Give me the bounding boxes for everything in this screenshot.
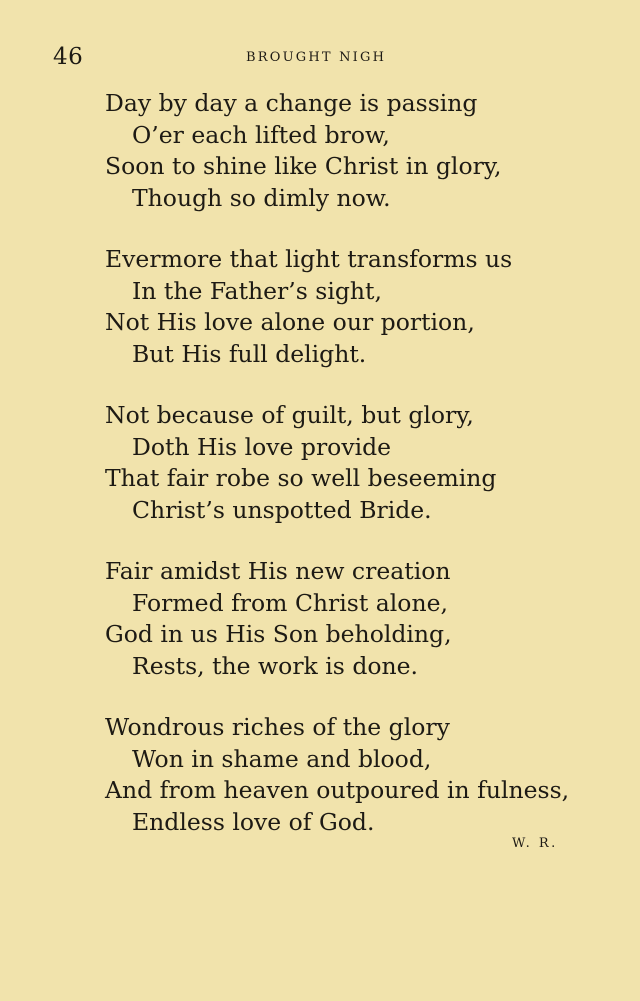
poem-line: O’er each lifted brow, bbox=[132, 120, 390, 149]
poem-line: Wondrous riches of the glory bbox=[105, 713, 450, 741]
page-number: 46 bbox=[53, 44, 84, 70]
poem-line: Endless love of God. bbox=[132, 807, 375, 836]
poem-line: Doth His love provide bbox=[132, 432, 392, 461]
poem-line: Christ’s unspotted Bride. bbox=[132, 495, 432, 524]
poem-line: But His full delight. bbox=[132, 339, 367, 368]
author-initials: W. R. bbox=[512, 836, 558, 851]
stanza bbox=[105, 556, 625, 682]
poem-line: Soon to shine like Christ in glory, bbox=[105, 152, 502, 180]
stanza bbox=[105, 88, 625, 214]
poem-line: Formed from Christ alone, bbox=[132, 588, 448, 617]
poem-line: Fair amidst His new creation bbox=[105, 557, 451, 585]
poem-line: Not because of guilt, but glory, bbox=[105, 401, 474, 429]
poem-line: In the Father’s sight, bbox=[132, 276, 382, 305]
poem-line: Day by day a change is passing bbox=[105, 89, 478, 117]
poem-line: That fair robe so well beseeming bbox=[105, 464, 497, 492]
poem-line: God in us His Son beholding, bbox=[105, 620, 452, 648]
poem-line: And from heaven outpoured in fulness, bbox=[105, 776, 570, 804]
poem bbox=[105, 88, 625, 868]
poem-line: Won in shame and blood, bbox=[132, 744, 432, 773]
poem-line: Evermore that light transforms us bbox=[105, 245, 513, 273]
stanza bbox=[105, 712, 625, 838]
poem-line: Rests, the work is done. bbox=[132, 651, 419, 680]
running-title: BROUGHT NIGH bbox=[246, 50, 387, 65]
poem-line: Not His love alone our portion, bbox=[105, 308, 475, 336]
stanza bbox=[105, 400, 625, 526]
stanza bbox=[105, 244, 625, 370]
poem-line: Though so dimly now. bbox=[132, 183, 391, 212]
